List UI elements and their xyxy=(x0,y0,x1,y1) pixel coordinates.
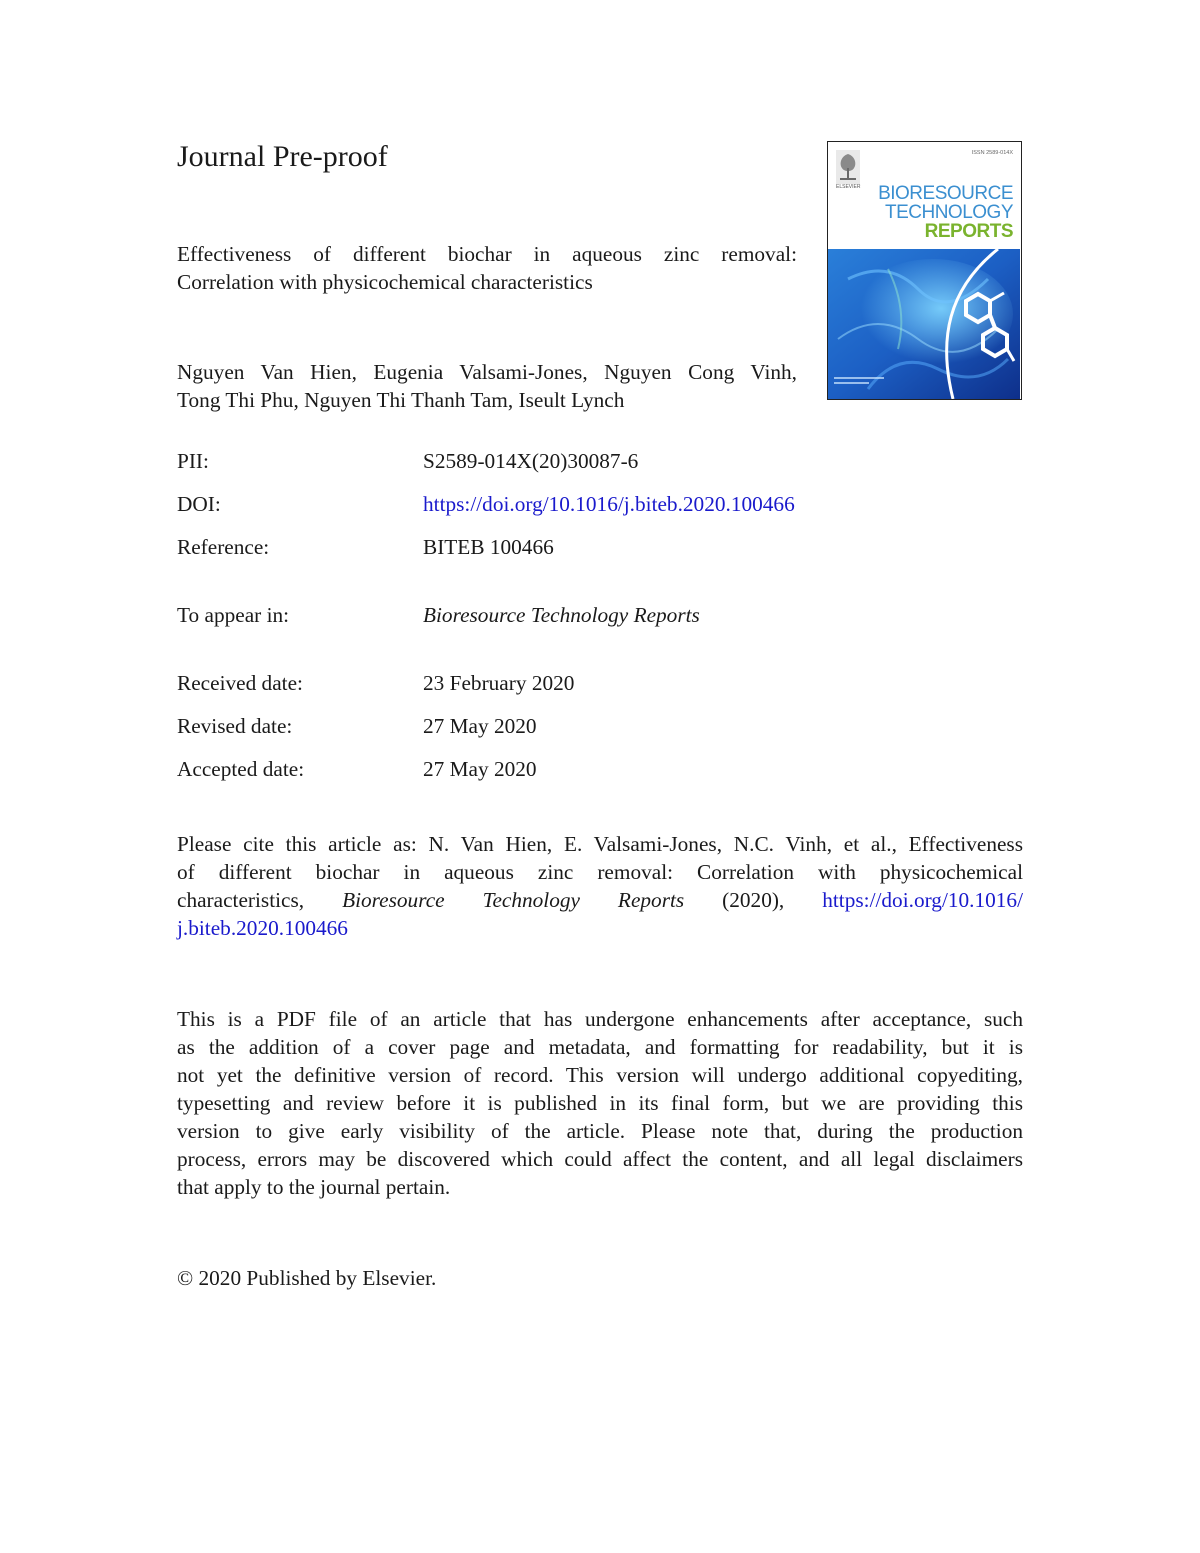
author-list xyxy=(177,358,797,414)
cover-title-line: REPORTS xyxy=(924,221,1013,242)
revised-label: Revised date: xyxy=(177,714,293,738)
citation-doi-link-continued[interactable]: j.biteb.2020.100466 xyxy=(177,916,348,940)
received-value: 23 February 2020 xyxy=(423,671,575,695)
article-title-line: Correlation with physicochemical characteristics xyxy=(177,270,593,294)
journal-name: Bioresource Technology Reports xyxy=(423,603,700,627)
accepted-value: 27 May 2020 xyxy=(423,757,537,781)
author-line: Nguyen Van Hien, Eugenia Valsami-Jones, Nguyen Cong Vinh, xyxy=(177,360,797,384)
article-title xyxy=(177,240,797,296)
author-line: Tong Thi Phu, Nguyen Thi Thanh Tam, Iseult Lynch xyxy=(177,388,625,412)
page-header-title: Journal Pre-proof xyxy=(177,140,388,173)
pii-value: S2589-014X(20)30087-6 xyxy=(423,449,639,473)
citation-text: characteristics, xyxy=(177,888,305,912)
received-label: Received date: xyxy=(177,671,303,695)
notice-line: not yet the definitive version of record. This version will undergo additional copyediting, xyxy=(177,1063,1023,1087)
cover-artwork xyxy=(828,249,1020,399)
citation-line xyxy=(177,886,1023,914)
reference-label: Reference: xyxy=(177,535,270,559)
notice-line: version to give early visibility of the article. Please note that, during the production xyxy=(177,1119,1023,1143)
notice-line: typesetting and review before it is published in its final form, but we are providing this xyxy=(177,1091,1023,1115)
citation-year: (2020), xyxy=(722,888,785,912)
notice-line: This is a PDF file of an article that has undergone enhancements after acceptance, such xyxy=(177,1007,1023,1031)
cover-title-line: BIORESOURCE xyxy=(878,183,1013,204)
doi-link[interactable]: https://doi.org/10.1016/j.biteb.2020.100466 xyxy=(423,492,795,516)
notice-line: process, errors may be discovered which could affect the content, and all legal disclaimers xyxy=(177,1147,1023,1171)
notice-line: that apply to the journal pertain. xyxy=(177,1175,451,1199)
article-title-line: Effectiveness of different biochar in aqueous zinc removal: xyxy=(177,242,797,266)
citation-doi-link[interactable]: https://doi.org/10.1016/ xyxy=(822,888,1023,912)
revised-value: 27 May 2020 xyxy=(423,714,537,738)
notice-line: as the addition of a cover page and metadata, and formatting for readability, but it is xyxy=(177,1035,1023,1059)
preproof-notice xyxy=(177,1005,1023,1201)
citation-journal: Bioresource Technology Reports xyxy=(342,888,685,912)
appear-in-label: To appear in: xyxy=(177,603,290,627)
cover-journal-title xyxy=(838,184,1013,241)
accepted-label: Accepted date: xyxy=(177,757,305,781)
cover-issn: ISSN 2589-014X xyxy=(971,150,1013,156)
citation-line: Please cite this article as: N. Van Hien, E. Valsami-Jones, N.C. Vinh, et al., Effectiveness xyxy=(177,832,1023,856)
journal-cover-image xyxy=(827,141,1022,400)
copyright-notice: © 2020 Published by Elsevier. xyxy=(177,1266,437,1290)
cover-publisher: ELSEVIER xyxy=(836,184,861,190)
reference-value: BITEB 100466 xyxy=(423,535,554,559)
cover-title-line: TECHNOLOGY xyxy=(884,202,1013,223)
doi-label: DOI: xyxy=(177,492,221,516)
citation-line xyxy=(177,914,1023,942)
elsevier-tree-logo xyxy=(836,150,860,184)
citation-line: of different biochar in aqueous zinc removal: Correlation with physicochemical xyxy=(177,860,1023,884)
pii-label: PII: xyxy=(177,449,209,473)
citation-paragraph xyxy=(177,830,1023,942)
